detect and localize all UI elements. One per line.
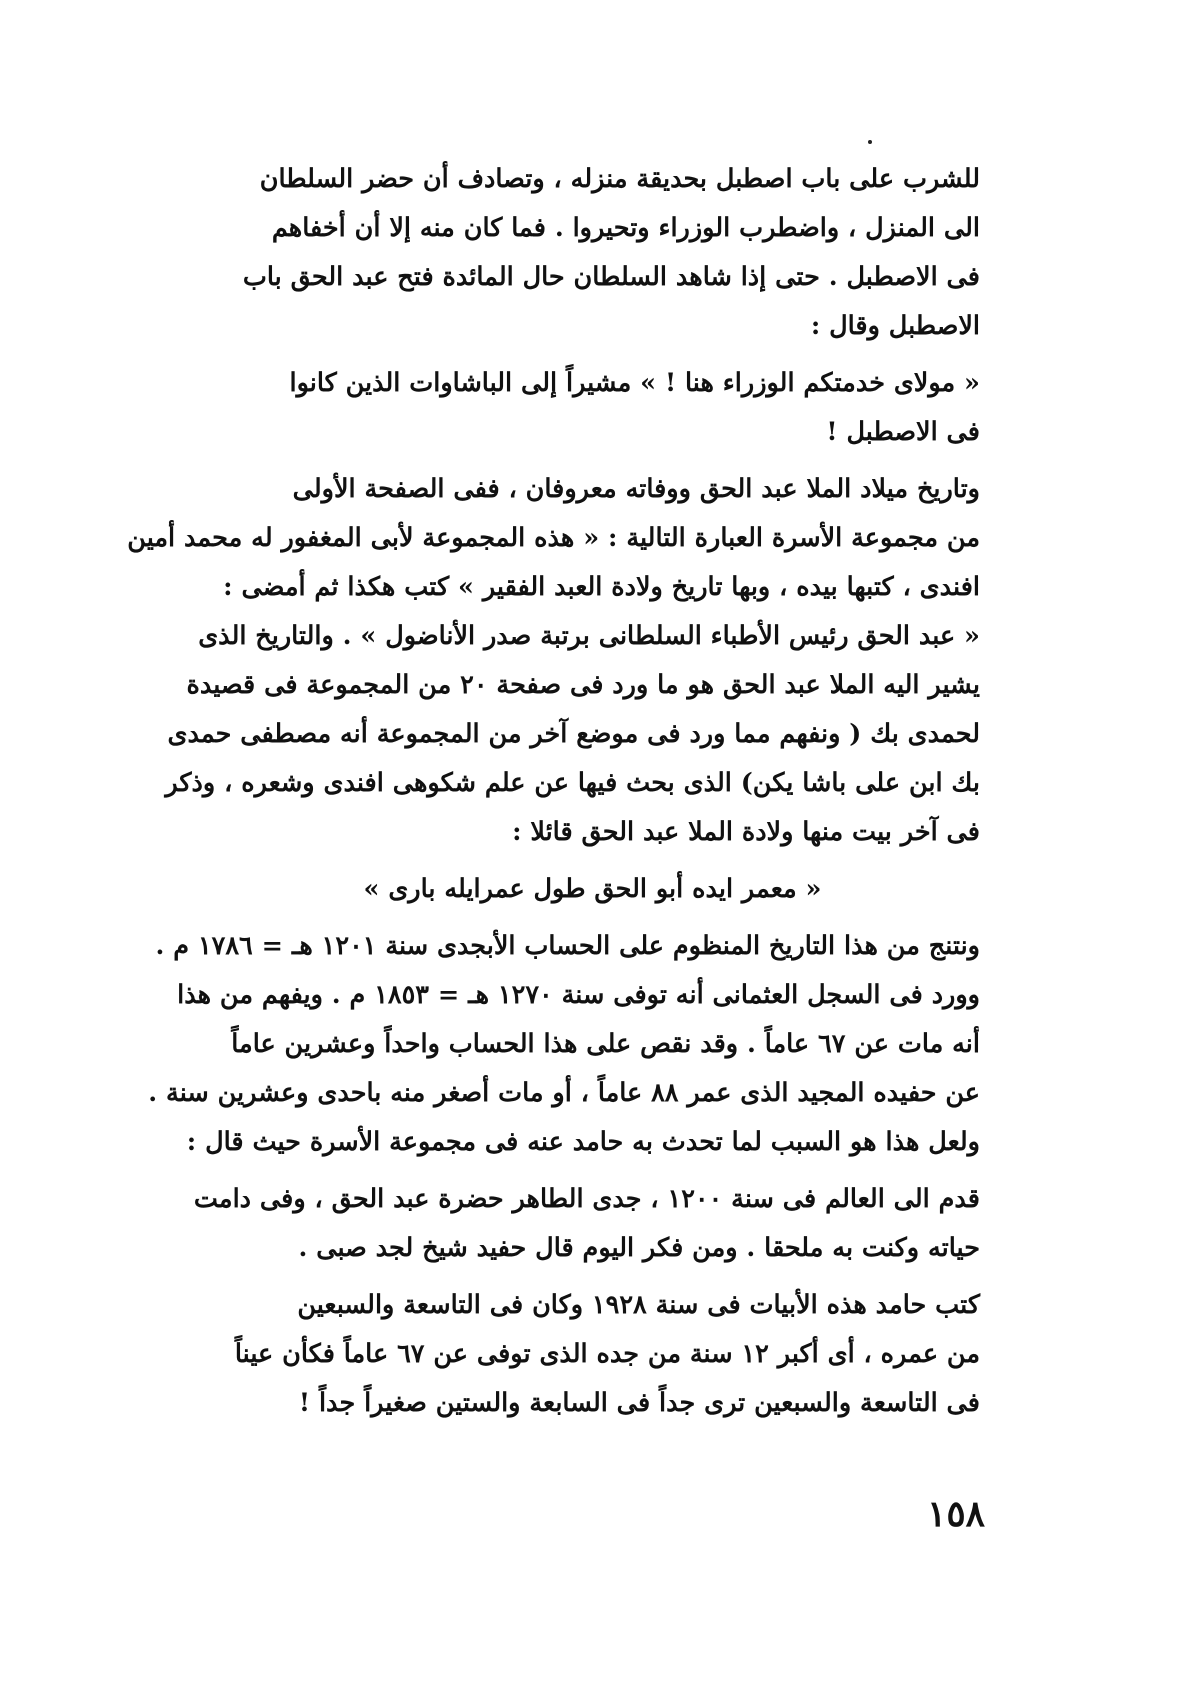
text-line: عن حفيده المجيد الذى عمر ٨٨ عاماً ، أو مات أصغر منه باحدى وعشرين سنة .	[148, 1078, 980, 1108]
text-line: أنه مات عن ٦٧ عاماً . وقد نقص على هذا الحساب واحداً وعشرين عاماً	[231, 1029, 980, 1059]
text-line: قدم الى العالم فى سنة ١٢٠٠ ، جدى الطاهر حضرة عبد الحق ، وفى دامت	[193, 1184, 980, 1214]
paragraph-2	[205, 359, 980, 457]
paragraph-4	[148, 922, 980, 1167]
text-line: وتاريخ ميلاد الملا عبد الحق ووفاته معروفان ، ففى الصفحة الأولى	[292, 474, 980, 504]
paragraph-3	[127, 465, 980, 857]
page-number: ١٥٨	[926, 1493, 985, 1535]
text-line: ولعل هذا هو السبب لما تحدث به حامد عنه فى مجموعة الأسرة حيث قال :	[186, 1127, 980, 1157]
body-text	[127, 155, 980, 1428]
text-line: بك ابن على باشا يكن) الذى بحث فيها عن علم شكوهى افندى وشعره ، وذكر	[165, 768, 980, 798]
text-line: للشرب على باب اصطبل بحديقة منزله ، وتصادف أن حضر السلطان	[259, 164, 980, 194]
text-line: فى الاصطبل !	[826, 417, 980, 447]
text-line: ونتنج من هذا التاريخ المنظوم على الحساب الأبجدى سنة ١٢٠١ هـ = ١٧٨٦ م .	[155, 931, 980, 961]
text-line: « مولاى خدمتكم الوزراء هنا ! » مشيراً إلى الباشاوات الذين كانوا	[289, 368, 980, 398]
verse-line: « معمر ايده أبو الحق طول عمرايله بارى »	[363, 874, 822, 904]
text-line: افندى ، كتبها بيده ، وبها تاريخ ولادة العبد الفقير » كتب هكذا ثم أمضى :	[223, 572, 980, 602]
text-line: كتب حامد هذه الأبيات فى سنة ١٩٢٨ وكان فى التاسعة والسبعين	[297, 1290, 980, 1320]
paragraph-5	[193, 1175, 980, 1273]
text-line: « عبد الحق رئيس الأطباء السلطانى برتبة صدر الأناضول » . والتاريخ الذى	[198, 621, 980, 651]
text-line: فى الاصطبل . حتى إذا شاهد السلطان حال المائدة فتح عبد الحق باب	[242, 262, 980, 292]
verse-quote	[205, 865, 980, 914]
text-line: فى التاسعة والسبعين ترى جداً فى السابعة والستين صغيراً جداً !	[298, 1388, 980, 1418]
text-line: الى المنزل ، واضطرب الوزراء وتحيروا . فما كان منه إلا أن أخفاهم	[271, 213, 980, 243]
text-line: من عمره ، أى أكبر ١٢ سنة من جده الذى توفى عن ٦٧ عاماً فكأن عيناً	[234, 1339, 980, 1369]
text-line: من مجموعة الأسرة العبارة التالية : « هذه المجموعة لأبى المغفور له محمد أمين	[127, 523, 980, 553]
text-line: وورد فى السجل العثمانى أنه توفى سنة ١٢٧٠ هـ = ١٨٥٣ م . ويفهم من هذا	[177, 980, 980, 1010]
text-line: الاصطبل وقال :	[810, 311, 980, 341]
paragraph-6	[205, 1281, 980, 1428]
paragraph-1	[205, 155, 980, 351]
text-line: لحمدى بك ( ونفهم مما ورد فى موضع آخر من المجموعة أنه مصطفى حمدى	[167, 719, 980, 749]
text-line: حياته وكنت به ملحقا . ومن فكر اليوم قال حفيد شيخ لجد صبى .	[298, 1233, 980, 1263]
ink-speck	[868, 140, 872, 144]
text-line: يشير اليه الملا عبد الحق هو ما ورد فى صفحة ٢٠ من المجموعة فى قصيدة	[186, 670, 980, 700]
text-line: فى آخر بيت منها ولادة الملا عبد الحق قائلا :	[512, 817, 980, 847]
